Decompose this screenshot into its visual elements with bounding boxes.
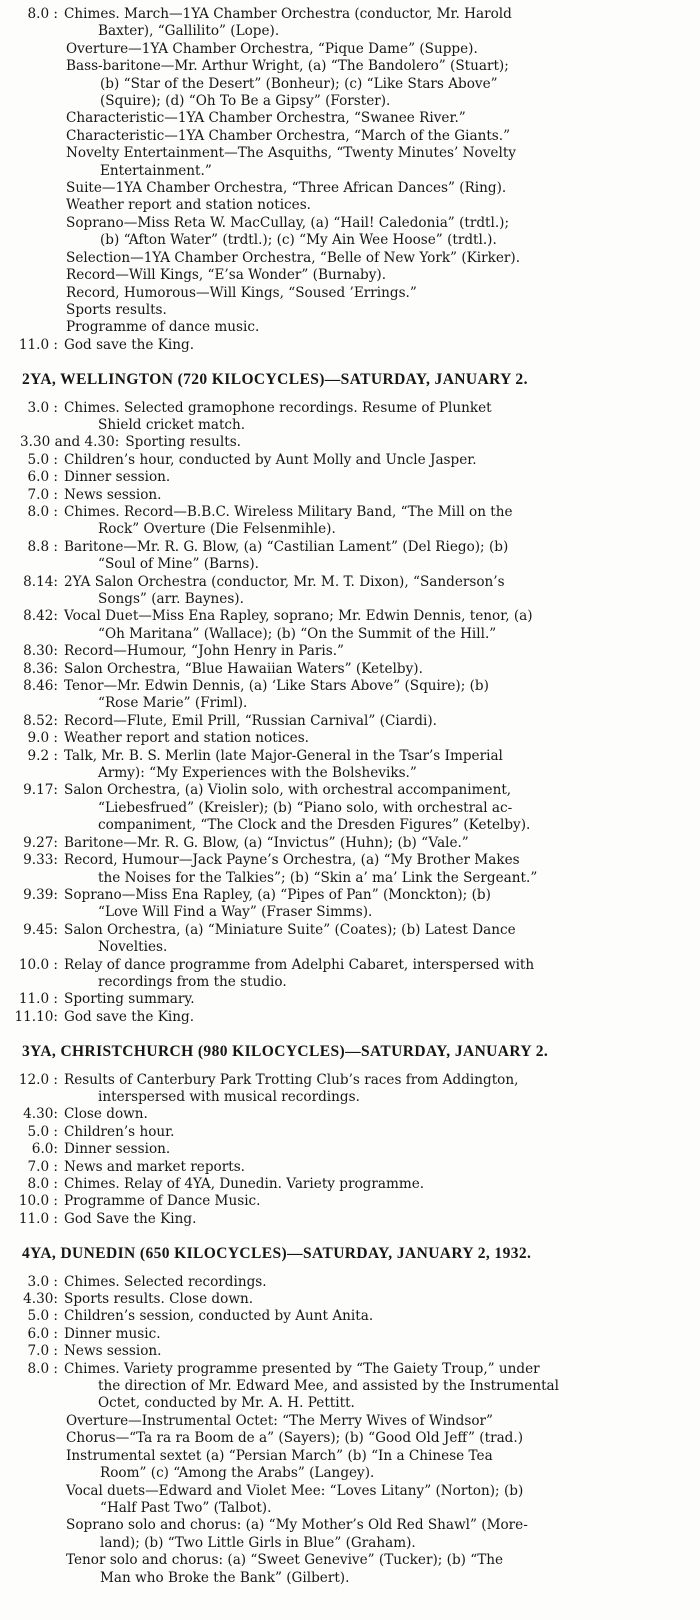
entry-time: 11.0 : — [18, 991, 58, 1008]
entry-time: 11.0 : — [18, 1210, 58, 1227]
entry-line: (b) “Afton Water” (trdtl.); (c) “My Ain Wee Hoose” (trdtl.). — [100, 232, 497, 249]
entry-line: Instrumental sextet (a) “Persian March” (b) “In a Chinese Tea — [66, 1447, 493, 1464]
programme-entry — [6, 215, 682, 250]
entry-time: 4.30: — [23, 1291, 58, 1308]
entry-line: Room” (c) “Among the Arabs” (Langey). — [100, 1465, 375, 1482]
entry-line: Soprano—Miss Reta W. MacCullay, (a) “Hail! Caledonia” (trdtl.); — [66, 214, 510, 231]
entry-time: 9.17: — [23, 782, 58, 799]
entry-time — [6, 1552, 64, 1587]
entry-time: 7.0 : — [27, 1343, 58, 1360]
entry-text — [64, 1308, 682, 1325]
programme-entry — [6, 452, 682, 469]
entry-line: Baritone—Mr. R. G. Blow, (a) “Invictus” (Huhn); (b) “Vale.” — [64, 834, 469, 851]
entry-time — [6, 302, 64, 319]
entry-time: 9.45: — [23, 921, 58, 938]
programme-entry — [6, 434, 682, 451]
entry-line: Close down. — [64, 1106, 148, 1123]
entry-text — [64, 1483, 682, 1518]
entry-line: Dinner session. — [64, 1141, 171, 1158]
entry-text — [64, 1009, 682, 1026]
programme-entry — [6, 887, 682, 922]
entry-time — [6, 197, 64, 214]
programme-entry — [6, 748, 682, 783]
programme-entry — [6, 1308, 682, 1325]
programme-entry — [6, 1552, 682, 1587]
entry-line: Sporting summary. — [64, 991, 195, 1008]
entry-time — [6, 145, 64, 180]
entry-line: Children’s hour, conducted by Aunt Molly and Uncle Jasper. — [64, 451, 477, 468]
programme-entry — [6, 678, 682, 713]
entry-time: 11.0 : — [18, 336, 58, 353]
entry-line: Weather report and station notices. — [64, 730, 310, 747]
programme-entry — [6, 713, 682, 730]
programme-entry — [6, 852, 682, 887]
entry-line: Suite—1YA Chamber Orchestra, “Three African Dances” (Ring). — [66, 180, 507, 197]
programme-entry — [6, 539, 682, 574]
entry-text — [64, 197, 682, 214]
entry-time — [6, 128, 64, 145]
entry-time: 6.0 : — [27, 1325, 58, 1342]
entry-text — [64, 302, 682, 319]
entry-line: Characteristic—1YA Chamber Orchestra, “March of the Giants.” — [66, 127, 511, 144]
entry-text — [64, 608, 682, 643]
programme-entry — [6, 643, 682, 660]
entry-line: Bass-baritone—Mr. Arthur Wright, (a) “The Bandolero” (Stuart); — [66, 58, 509, 75]
entry-text — [125, 434, 682, 451]
entry-line: News session. — [64, 1343, 162, 1360]
entry-line: Record, Humorous—Will Kings, “Soused ’Errings.” — [66, 284, 417, 301]
programme-entry — [6, 957, 682, 992]
entry-line: Soprano—Miss Ena Rapley, (a) “Pipes of Pan” (Monckton); (b) — [64, 886, 491, 903]
entry-time: 8.46: — [23, 678, 58, 695]
entry-line: Entertainment.” — [100, 162, 212, 179]
entry-text — [64, 400, 682, 435]
entry-line: Man who Broke the Bank” (Gilbert). — [100, 1569, 350, 1586]
entry-line: Overture—1YA Chamber Orchestra, “Pique Dame” (Suppe). — [66, 40, 478, 57]
entry-text — [64, 1326, 682, 1343]
entry-line: Octet, conducted by Mr. A. H. Pettitt. — [98, 1395, 355, 1412]
entry-time — [6, 1517, 64, 1552]
entry-line: Overture—Instrumental Octet: “The Merry Wives of Windsor” — [66, 1412, 493, 1429]
entry-text — [64, 285, 682, 302]
entry-time: 3.30 and 4.30: — [20, 434, 120, 451]
entry-text — [64, 1072, 682, 1107]
entry-text — [64, 469, 682, 486]
entry-text — [64, 1291, 682, 1308]
programme-entry — [6, 782, 682, 834]
entry-text — [64, 180, 682, 197]
entry-text — [64, 782, 682, 834]
entry-time: 3.0 : — [27, 399, 58, 416]
programme-entry — [6, 1430, 682, 1447]
entry-text — [64, 1193, 682, 1210]
programme-entry — [6, 1326, 682, 1343]
entry-time: 7.0 : — [27, 1158, 58, 1175]
entry-line: Chimes. Variety programme presented by “The Gaiety Troup,” under — [64, 1360, 540, 1377]
entry-time — [6, 41, 64, 58]
entry-time: 12.0 : — [18, 1071, 58, 1088]
entry-time: 7.0 : — [27, 486, 58, 503]
entry-text — [64, 1274, 682, 1291]
entry-line: Sports results. — [66, 301, 167, 318]
entry-time — [6, 1483, 64, 1518]
programme-entry — [6, 608, 682, 643]
entry-line: “Half Past Two” (Talbot). — [100, 1499, 272, 1516]
programme-entry — [6, 285, 682, 302]
programme-entry — [6, 922, 682, 957]
entry-line: Record—Flute, Emil Prill, “Russian Carnival” (Ciardi). — [64, 712, 437, 729]
entry-text — [64, 922, 682, 957]
entry-line: Salon Orchestra, “Blue Hawaiian Waters” (Ketelby). — [64, 660, 423, 677]
entry-text — [64, 1343, 682, 1360]
programme-entry — [6, 1141, 682, 1158]
programme-entry — [6, 1361, 682, 1413]
station-section — [6, 1043, 682, 1228]
programme-entry — [6, 319, 682, 336]
entry-text — [64, 852, 682, 887]
entry-text — [64, 58, 682, 110]
entry-line: Shield cricket match. — [98, 416, 246, 433]
entry-text — [64, 145, 682, 180]
entry-text — [64, 678, 682, 713]
entry-line: Sporting results. — [125, 434, 241, 451]
entry-time — [6, 250, 64, 267]
entry-text — [64, 991, 682, 1008]
programme-entry — [6, 180, 682, 197]
entry-line: God Save the King. — [64, 1210, 197, 1227]
entry-line: Record, Humour—Jack Payne’s Orchestra, (a) “My Brother Makes — [64, 852, 520, 869]
entry-line: the Noises for the Talkies”; (b) “Skin a’ ma’ Link the Sergeant.” — [98, 869, 538, 886]
entry-time: 8.42: — [23, 608, 58, 625]
entry-line: Baritone—Mr. R. G. Blow, (a) “Castilian Lament” (Del Riego); (b) — [64, 538, 509, 555]
entry-line: Chimes. Relay of 4YA, Dunedin. Variety programme. — [64, 1176, 425, 1192]
entry-line: recordings from the studio. — [98, 973, 287, 990]
programme-entry — [6, 267, 682, 284]
entry-text — [64, 1413, 682, 1430]
entry-text — [64, 250, 682, 267]
entry-line: “Liebesfrued” (Kreisler); (b) “Piano solo, with orchestral ac- — [98, 799, 513, 816]
entry-time: 9.39: — [23, 886, 58, 903]
entry-line: (b) “Star of the Desert” (Bonheur); (c) “Like Stars Above” — [100, 75, 498, 92]
entry-line: Salon Orchestra, (a) “Miniature Suite” (Coates); (b) Latest Dance — [64, 921, 516, 938]
programme-entry — [6, 730, 682, 747]
entry-line: Army): “My Experiences with the Bolsheviks.” — [98, 765, 417, 782]
programme-entry — [6, 1159, 682, 1176]
entry-line: Vocal duets—Edward and Violet Mee: “Loves Litany” (Norton); (b) — [66, 1482, 524, 1499]
programme-entry — [6, 487, 682, 504]
entry-line: Record—Humour, “John Henry in Paris.” — [64, 643, 344, 660]
programme-entry — [6, 1193, 682, 1210]
entry-time: 10.0 : — [18, 956, 58, 973]
entry-line: God save the King. — [64, 1008, 195, 1025]
programme-entry — [6, 1124, 682, 1141]
entry-text — [64, 574, 682, 609]
entry-time: 9.2 : — [27, 747, 58, 764]
entry-text — [64, 661, 682, 678]
programme-entry — [6, 58, 682, 110]
entry-text — [64, 215, 682, 250]
entry-time: 8.0 : — [27, 503, 58, 520]
programme-entry — [6, 197, 682, 214]
programme-entry — [6, 6, 682, 41]
entry-text — [64, 6, 682, 41]
entry-line: “Oh Maritana” (Wallace); (b) “On the Summit of the Hill.” — [98, 625, 497, 642]
entry-text — [64, 337, 682, 354]
entry-line: Record—Will Kings, “E’sa Wonder” (Burnaby). — [66, 267, 387, 284]
entry-text — [64, 1517, 682, 1552]
entry-time — [6, 1448, 64, 1483]
entry-line: 2YA Salon Orchestra (conductor, Mr. M. T. Dixon), “Sanderson’s — [64, 573, 505, 590]
entry-time: 9.0 : — [27, 730, 58, 747]
entry-line: Vocal Duet—Miss Ena Rapley, soprano; Mr. Edwin Dennis, tenor, (a) — [64, 608, 533, 625]
entry-line: Tenor solo and chorus: (a) “Sweet Genevive” (Tucker); (b) “The — [66, 1552, 504, 1569]
programme-entry — [6, 1274, 682, 1291]
entry-time — [6, 110, 64, 127]
entry-line: Novelty Entertainment—The Asquiths, “Twenty Minutes’ Novelty — [66, 145, 516, 162]
entry-time: 8.30: — [23, 643, 58, 660]
entry-time: 9.27: — [23, 834, 58, 851]
entry-line: the direction of Mr. Edward Mee, and assisted by the Instrumental — [98, 1378, 559, 1395]
entry-time — [6, 285, 64, 302]
entry-line: Chimes. March—1YA Chamber Orchestra (conductor, Mr. Harold — [64, 6, 512, 22]
entry-text — [64, 730, 682, 747]
station-header: 3YA, CHRISTCHURCH (980 KILOCYCLES)—SATURDAY, JANUARY 2. — [22, 1043, 549, 1061]
programme-entry — [6, 250, 682, 267]
programme-entry — [6, 1176, 682, 1193]
programme-entry — [6, 128, 682, 145]
entry-line: Relay of dance programme from Adelphi Cabaret, interspersed with — [64, 956, 535, 973]
entry-time: 8.36: — [23, 660, 58, 677]
entry-text — [64, 835, 682, 852]
entry-line: Baxter), “Gallilito” (Lope). — [98, 23, 280, 40]
programme-entry — [6, 110, 682, 127]
programme-entry — [6, 145, 682, 180]
entry-time: 8.0 : — [27, 6, 58, 22]
entry-line: Characteristic—1YA Chamber Orchestra, “Swanee River.” — [66, 110, 466, 127]
entry-text — [64, 1448, 682, 1483]
entry-line: Chimes. Selected gramophone recordings. Resume of Plunket — [64, 399, 492, 416]
entry-line: Salon Orchestra, (a) Violin solo, with orchestral accompaniment, — [64, 782, 512, 799]
entry-line: Rock” Overture (Die Felsenmihle). — [98, 521, 336, 538]
programme-entry — [6, 1106, 682, 1123]
programme-entry — [6, 337, 682, 354]
entry-text — [64, 452, 682, 469]
entry-text — [64, 539, 682, 574]
entry-time: 10.0 : — [18, 1193, 58, 1210]
entry-time: 4.30: — [23, 1106, 58, 1123]
programme-entry — [6, 1448, 682, 1483]
entry-text — [64, 643, 682, 660]
programme-entry — [6, 469, 682, 486]
entry-text — [64, 267, 682, 284]
entry-text — [64, 887, 682, 922]
entry-line: Children’s session, conducted by Aunt Anita. — [64, 1308, 374, 1325]
entry-time — [6, 180, 64, 197]
entry-text — [64, 1176, 682, 1193]
entry-line: God save the King. — [64, 336, 195, 353]
entry-text — [64, 1159, 682, 1176]
entry-time: 11.10: — [14, 1008, 58, 1025]
programme-entry — [6, 302, 682, 319]
entry-line: Results of Canterbury Park Trotting Club’s races from Addington, — [64, 1071, 519, 1088]
programme-entry — [6, 41, 682, 58]
programme-entry — [6, 1291, 682, 1308]
entry-line: Dinner session. — [64, 469, 171, 486]
entry-time — [6, 1413, 64, 1430]
entry-text — [64, 41, 682, 58]
entry-line: Talk, Mr. B. S. Merlin (late Major-General in the Tsar’s Imperial — [64, 747, 503, 764]
entry-line: Chimes. Record—B.B.C. Wireless Military Band, “The Mill on the — [64, 503, 513, 520]
entry-line: (Squire); (d) “Oh To Be a Gipsy” (Forster). — [100, 93, 391, 110]
entry-text — [64, 1106, 682, 1123]
entry-text — [64, 504, 682, 539]
entry-time: 8.0 : — [27, 1176, 58, 1192]
entry-line: Soprano solo and chorus: (a) “My Mother’s Old Red Shawl” (More- — [66, 1517, 528, 1534]
entry-time: 8.52: — [23, 712, 58, 729]
entry-text — [64, 1552, 682, 1587]
entry-time: 5.0 : — [27, 1308, 58, 1325]
entry-line: “Soul of Mine” (Barns). — [98, 556, 259, 573]
entry-line: land); (b) “Two Little Girls in Blue” (Graham). — [100, 1534, 416, 1551]
entry-line: News and market reports. — [64, 1158, 245, 1175]
programme-entry — [6, 835, 682, 852]
entry-line: Programme of Dance Music. — [64, 1193, 261, 1210]
entry-line: “Rose Marie” (Friml). — [98, 695, 248, 712]
entry-time — [6, 267, 64, 284]
entry-line: Programme of dance music. — [66, 319, 260, 336]
entry-line: News session. — [64, 486, 162, 503]
entry-line: Songs” (arr. Baynes). — [98, 591, 244, 607]
entry-line: interspersed with musical recordings. — [98, 1088, 360, 1105]
entry-line: Sports results. Close down. — [64, 1291, 254, 1308]
station-header: 2YA, WELLINGTON (720 KILOCYCLES)—SATURDAY, JANUARY 2. — [22, 371, 528, 389]
programme-entry — [6, 991, 682, 1008]
station-header: 4YA, DUNEDIN (650 KILOCYCLES)—SATURDAY, JANUARY 2, 1932. — [22, 1245, 532, 1263]
entry-text — [64, 487, 682, 504]
entry-line: Tenor—Mr. Edwin Dennis, (a) ‘Like Stars Above” (Squire); (b) — [64, 678, 489, 695]
entry-text — [64, 128, 682, 145]
programme-entry — [6, 504, 682, 539]
entry-text — [64, 1361, 682, 1413]
programme-entry — [6, 1483, 682, 1518]
entry-line: Chorus—“Ta ra ra Boom de a” (Sayers); (b) “Good Old Jeff” (trad.) — [66, 1430, 523, 1447]
programme-entry — [6, 1072, 682, 1107]
entry-line: Novelties. — [98, 939, 168, 956]
entry-line: Weather report and station notices. — [66, 197, 312, 214]
programme-entry — [6, 1413, 682, 1430]
entry-text — [64, 713, 682, 730]
entry-line: Dinner music. — [64, 1325, 161, 1342]
entry-text — [64, 1430, 682, 1447]
station-section — [6, 6, 682, 354]
entry-time: 6.0: — [31, 1141, 58, 1158]
entry-time: 8.8 : — [27, 538, 58, 555]
station-section — [6, 1245, 682, 1587]
entry-text — [64, 110, 682, 127]
entry-time: 8.14: — [23, 573, 58, 590]
entry-line: Selection—1YA Chamber Orchestra, “Belle of New York” (Kirker). — [66, 249, 521, 266]
entry-line: companiment, “The Clock and the Dresden Figures” (Ketelby). — [98, 817, 531, 834]
programme-entry — [6, 661, 682, 678]
programme-entry — [6, 574, 682, 609]
entry-time: 8.0 : — [27, 1360, 58, 1377]
entry-text — [64, 1141, 682, 1158]
entry-time: 3.0 : — [27, 1273, 58, 1290]
entry-text — [64, 957, 682, 992]
entry-text — [64, 1211, 682, 1228]
entry-text — [64, 1124, 682, 1141]
entry-time — [6, 215, 64, 250]
entry-time — [6, 58, 64, 110]
entry-line: “Love Will Find a Way” (Fraser Simms). — [98, 904, 373, 921]
entry-time: 9.33: — [23, 852, 58, 869]
entry-line: Chimes. Selected recordings. — [64, 1273, 267, 1290]
entry-time: 5.0 : — [27, 451, 58, 468]
entry-time: 5.0 : — [27, 1123, 58, 1140]
entry-line: Children’s hour. — [64, 1123, 175, 1140]
entry-text — [64, 319, 682, 336]
entry-time — [6, 319, 64, 336]
entry-time: 6.0 : — [27, 469, 58, 486]
programme-entry — [6, 1517, 682, 1552]
station-section — [6, 371, 682, 1026]
programme-entry — [6, 1009, 682, 1026]
entry-text — [64, 748, 682, 783]
programme-entry — [6, 1211, 682, 1228]
entry-time — [6, 1430, 64, 1447]
programme-entry — [6, 400, 682, 435]
programme-entry — [6, 1343, 682, 1360]
